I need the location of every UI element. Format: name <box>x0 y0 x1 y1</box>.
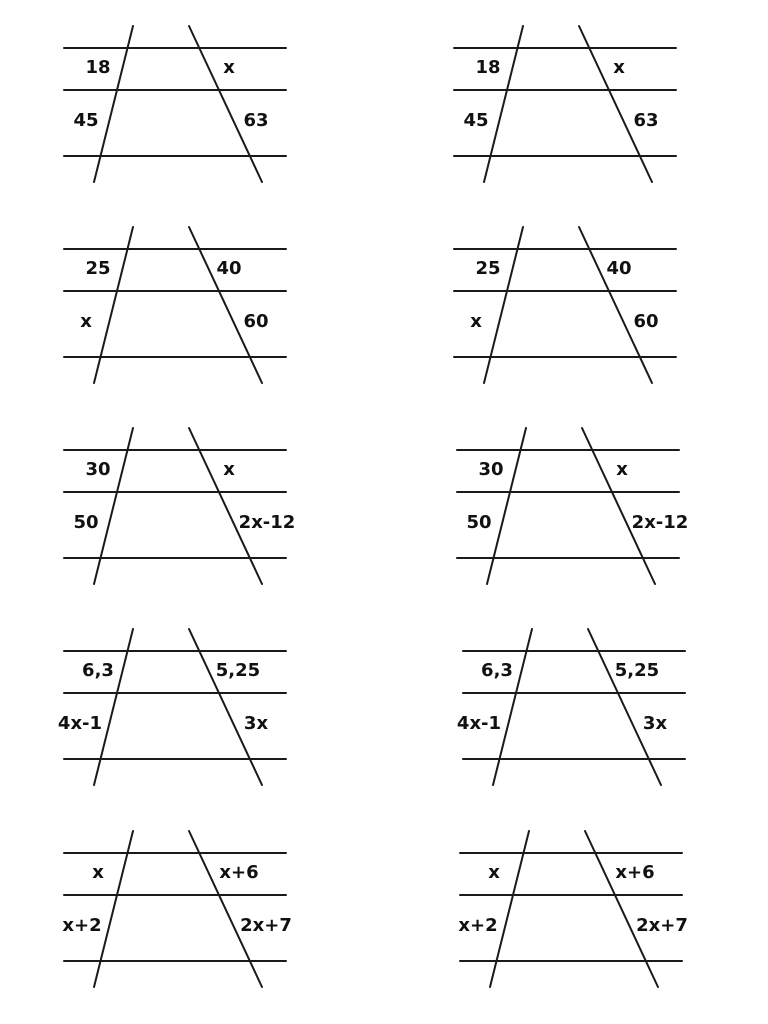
segment-label-right-top: x+6 <box>615 862 655 883</box>
segment-label-right-bottom: 2x+7 <box>636 915 688 936</box>
left-transversal <box>487 428 526 584</box>
transversal-diagram <box>62 831 291 987</box>
left-transversal <box>493 629 532 785</box>
segment-label-left-top: 6,3 <box>481 660 513 681</box>
segment-label-left-bottom: 45 <box>73 110 99 131</box>
segment-label-left-top: 30 <box>478 459 504 480</box>
transversal-diagram <box>64 428 295 584</box>
segment-label-left-bottom: 4x-1 <box>456 713 502 734</box>
segment-label-left-top: x <box>488 862 500 883</box>
right-transversal <box>582 428 655 584</box>
segment-label-right-top: 40 <box>606 258 632 279</box>
right-transversal <box>189 831 262 987</box>
segment-label-right-bottom: 3x <box>243 713 269 734</box>
right-transversal <box>585 831 658 987</box>
segment-label-left-bottom: x+2 <box>62 915 102 936</box>
left-transversal <box>94 831 133 987</box>
segment-label-right-top: x+6 <box>219 862 259 883</box>
segment-label-left-bottom: 4x-1 <box>57 713 103 734</box>
segment-label-left-top: 6,3 <box>82 660 114 681</box>
segment-label-right-bottom: 60 <box>633 311 659 332</box>
segment-label-right-top: 5,25 <box>215 660 261 681</box>
segment-label-right-top: 5,25 <box>614 660 660 681</box>
segment-label-left-top: 18 <box>475 57 501 78</box>
right-transversal <box>579 227 652 383</box>
left-transversal <box>94 629 133 785</box>
left-transversal <box>94 227 133 383</box>
segment-label-right-bottom: 63 <box>633 110 659 131</box>
segment-label-left-bottom: 50 <box>73 512 99 533</box>
transversal-diagram <box>58 629 286 785</box>
left-transversal <box>490 831 529 987</box>
segment-label-right-bottom: 2x-12 <box>631 512 689 533</box>
transversal-diagram <box>457 428 688 584</box>
right-transversal <box>189 428 262 584</box>
segment-label-left-top: 25 <box>85 258 111 279</box>
transversal-diagram <box>64 26 286 182</box>
segment-label-left-top: 25 <box>475 258 501 279</box>
segment-label-right-top: x <box>616 459 628 480</box>
segment-label-left-bottom: 50 <box>466 512 492 533</box>
segment-label-right-bottom: 2x-12 <box>238 512 296 533</box>
segment-label-right-bottom: 2x+7 <box>240 915 292 936</box>
segment-label-left-top: 18 <box>85 57 111 78</box>
segment-label-left-top: x <box>92 862 104 883</box>
left-transversal <box>484 227 523 383</box>
segment-label-right-top: x <box>223 57 235 78</box>
segment-label-right-top: 40 <box>216 258 242 279</box>
transversal-diagram <box>457 629 685 785</box>
segment-label-left-bottom: x <box>470 311 482 332</box>
left-transversal <box>94 26 133 182</box>
right-transversal <box>189 629 262 785</box>
segment-label-right-top: x <box>223 459 235 480</box>
segment-label-left-bottom: x <box>80 311 92 332</box>
segment-label-left-top: 30 <box>85 459 111 480</box>
segment-label-left-bottom: 45 <box>463 110 489 131</box>
segment-label-right-top: x <box>613 57 625 78</box>
right-transversal <box>189 26 262 182</box>
left-transversal <box>94 428 133 584</box>
transversal-diagram <box>454 227 676 383</box>
transversal-diagram <box>454 26 676 182</box>
transversal-diagram <box>64 227 286 383</box>
right-transversal <box>588 629 661 785</box>
segment-label-right-bottom: 63 <box>243 110 269 131</box>
segment-label-left-bottom: x+2 <box>458 915 498 936</box>
right-transversal <box>579 26 652 182</box>
segment-label-right-bottom: 60 <box>243 311 269 332</box>
right-transversal <box>189 227 262 383</box>
left-transversal <box>484 26 523 182</box>
segment-label-right-bottom: 3x <box>642 713 668 734</box>
transversal-diagram <box>458 831 687 987</box>
